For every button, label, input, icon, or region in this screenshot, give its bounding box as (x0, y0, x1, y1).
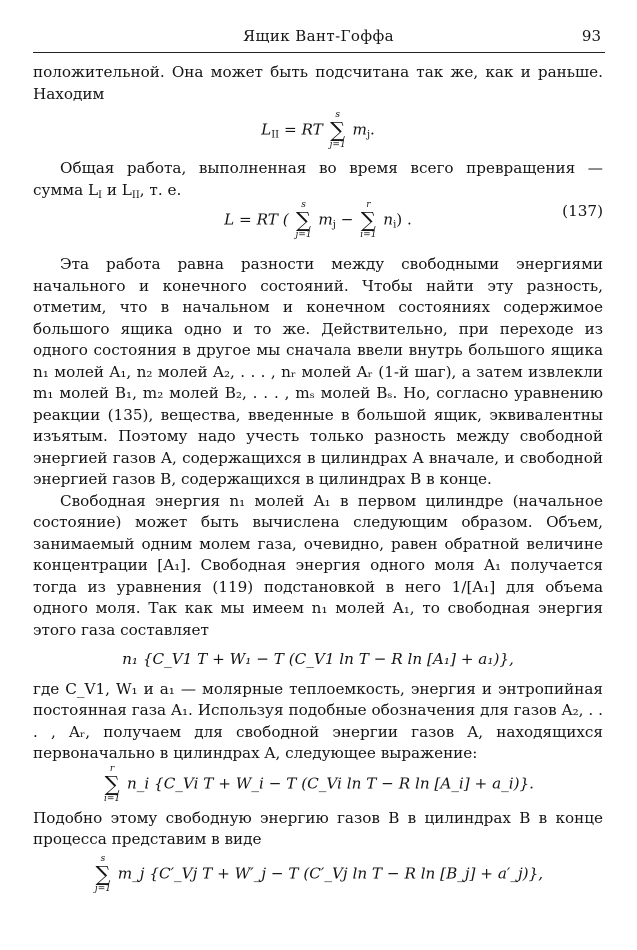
running-title: Ящик Вант-Гоффа (243, 27, 394, 45)
page-number: 93 (581, 27, 601, 45)
page-header (0, 0, 637, 52)
equation-n1: n₁ {C_V1 T + W₁ − T (C_V1 ln T − R ln [A₁] + a₁)}, (122, 650, 514, 668)
paragraph-6: Подобно этому свободную энергию газов B в цилиндрах B в конце процесса представим в виде (33, 808, 603, 848)
sum-symbol: r ∑ i=1 (360, 200, 377, 240)
header-rule (33, 52, 605, 53)
sum-symbol: r ∑ i=1 (103, 763, 121, 804)
paragraph-2: Общая работа, выполненная во время всего превращения — сумма $L_I$ и $L_{II}$, т. е. (33, 159, 603, 201)
equation-number: (137) (562, 202, 603, 220)
paragraph-4: Свободная энергия n₁ молей A₁ в первом цилиндре (начальное состояние) может быть вычислена следующим образом. Объем, занимаемый одним молем газа, очевидно, равен обратной величине концентрации [A₁]. Свободная энергия одного моля A₁ получается тогда из уравнения (119) подстановкой в него 1/[A₁] для объема одного моля. Так как мы имеем n₁ молей A₁, то свободная энергия этого газа составляет (33, 491, 603, 639)
sum-symbol: s ∑ j=1 (329, 110, 346, 150)
equation-sum-B: s ∑ j=1 m_j {C′_Vj T + W′_j − T (C′_Vj ln T − R ln [B_j] + a′_j)}, (94, 853, 544, 894)
page-body (33, 62, 603, 894)
equation-137: L = RT ( s ∑ j=1 $m_j$ − r ∑ i=1 $n_i$) . (137) (224, 200, 603, 240)
equation-sum-A: r ∑ i=1 n_i {C_Vi T + W_i − T (C_Vi ln T − R ln [A_i] + a_i)}. (103, 763, 535, 804)
paragraph-3: Эта работа равна разности между свободными энергиями начального и конечного состояний. Чтобы найти эту разность, отметим, что в начальном и конечном состояниях содержимое большого ящика одно и то же. Действительно, при переходе из одного состояния в другое мы сначала ввели внутрь большого ящика n₁ молей A₁, n₂ молей A₂, . . . , nᵣ молей Aᵣ (1-й шаг), а затем извлекли m₁ молей B₁, m₂ молей B₂, . . . , mₛ молей Bₛ. Но, согласно уравнению реакции (135), вещества, введенные в большой ящик, эквивалентны изъятым. Поэтому надо учесть только разность между свободной энергией газов A, содержащихся в цилиндрах A вначале, и свободной энергией газов B, содержащихся в цилиндрах B в конце. (33, 255, 603, 488)
paragraph-1: положительной. Она может быть подсчитана так же, как и раньше. Находим (33, 63, 603, 103)
sum-symbol: s ∑ j=1 (94, 853, 111, 894)
sum-symbol: s ∑ j=1 (295, 200, 312, 240)
equation-LII: $L_{II}$ = RT s ∑ j=1 $m_j$. (261, 110, 375, 150)
paragraph-5: где C_V1, W₁ и a₁ — молярные теплоемкость, энергия и энтропийная постоянная газа A₁. Используя подобные обозначения для газов A₂, . . . , Aᵣ, получаем для свободной энергии газов A, находящихся первоначально в цилиндрах A, следующее выражение: (33, 679, 603, 762)
